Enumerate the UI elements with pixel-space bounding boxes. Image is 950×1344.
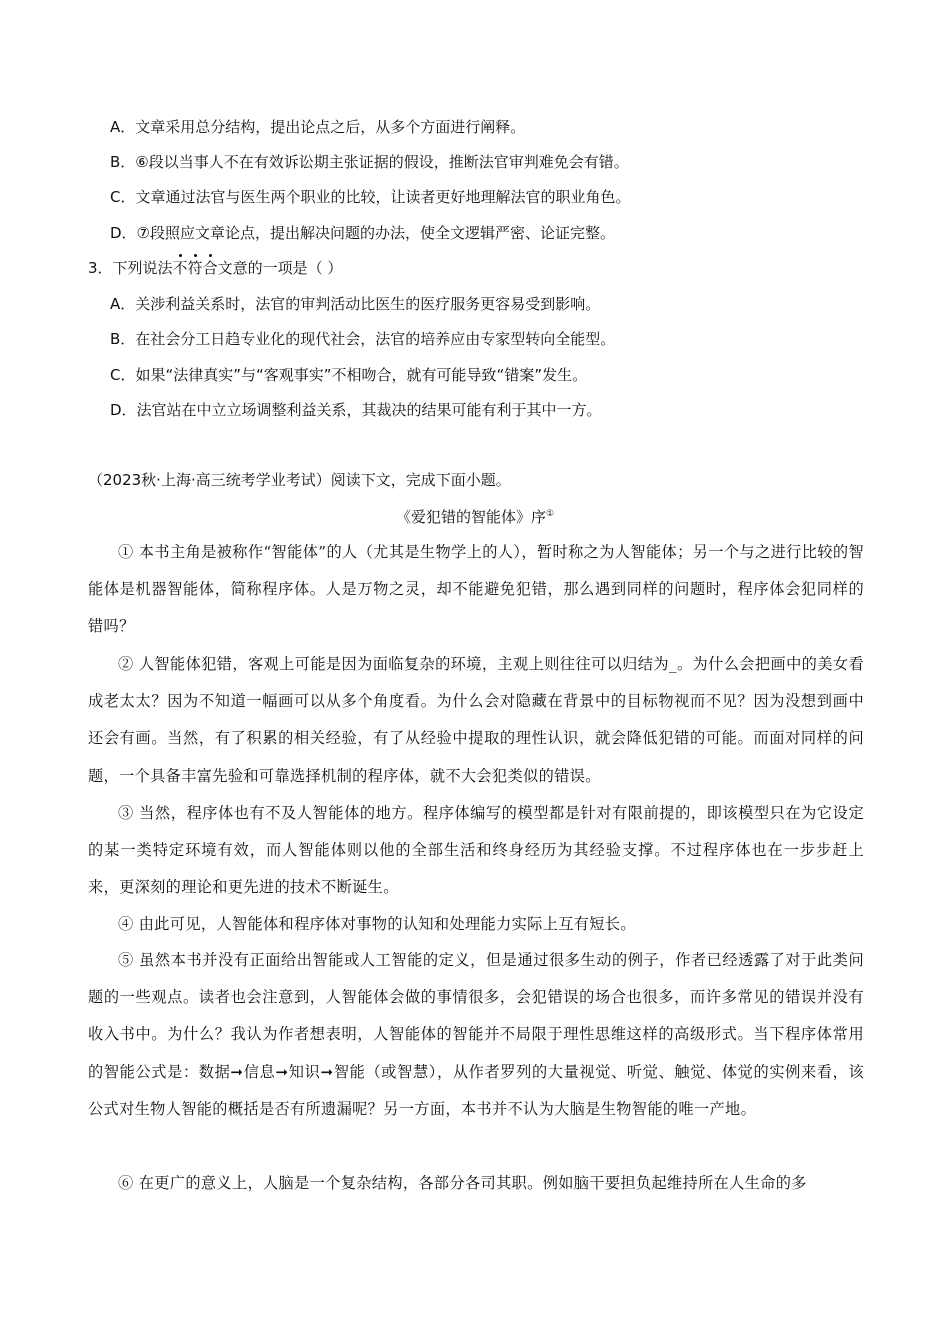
emphasis-char: 合 bbox=[202, 259, 218, 277]
paragraph-4: ④ 由此可见，人智能体和程序体对事物的认知和处理能力实际上互有短长。 bbox=[118, 915, 636, 933]
question-3 bbox=[88, 258, 342, 278]
paragraph-3: ③ 当然，程序体也有不及人智能体的地方。程序体编写的模型都是针对有限前提的，即该模型只在为它设定的某一类特定环境有效，而人智能体则以他的全部生活和终身经历为其经验支撑。不过程序体也在一步步赶上来，更深刻的理论和更先进的技术不断诞生。 bbox=[88, 804, 864, 897]
prev-option-b: B．⑥段以当事人不在有效诉讼期主张证据的假设，推断法官审判难免会有错。 bbox=[110, 153, 629, 171]
prev-option-c: C．文章通过法官与医生两个职业的比较，让读者更好地理解法官的职业角色。 bbox=[110, 188, 631, 206]
paragraph-5: ⑤ 虽然本书并没有正面给出智能或人工智能的定义，但是通过很多生动的例子，作者已经透露了对于此类问题的一些观点。读者也会注意到，人智能体会做的事情很多，会犯错误的场合也很多，而许多常见的错误并没有收入书中。为什么？我认为作者想表明，人智能体的智能并不局限于理性思维这样的高级形式。当下程序体常用的智能公式是：数据➞信息➞知识➞智能（或智慧），从作者罗列的大量视觉、听觉、触觉、体觉的实例来看，该公式对生物人智能的概括是否有所遗漏呢？另一方面，本书并不认为大脑是生物智能的唯一产地。 bbox=[88, 951, 864, 1118]
q3-option-a: A．关涉利益关系时，法官的审判活动比医生的医疗服务更容易受到影响。 bbox=[110, 295, 601, 313]
emphasis-char: 不 bbox=[172, 259, 188, 277]
paragraph-6: ⑥ 在更广的意义上，人脑是一个复杂结构，各部分各司其职。例如脑干要担负起维持所在人生命的多 bbox=[118, 1174, 807, 1192]
footnote-marker: ① bbox=[545, 509, 555, 519]
q3-option-b: B．在社会分工日趋专业化的现代社会，法官的培养应由专家型转向全能型。 bbox=[110, 330, 616, 348]
emphasis-char: 符 bbox=[187, 259, 203, 277]
prev-option-a: A．文章采用总分结构，提出论点之后，从多个方面进行阐释。 bbox=[110, 118, 526, 136]
q3-option-c: C．如果“法律真实”与“客观事实”不相吻合，就有可能导致“错案”发生。 bbox=[110, 366, 588, 384]
source-line: （2023秋·上海·高三统考学业考试）阅读下文，完成下面小题。 bbox=[88, 471, 511, 489]
question-3-suffix: 文意的一项是（ ） bbox=[217, 259, 343, 277]
article-title-text: 《爱犯错的智能体》序 bbox=[395, 508, 546, 526]
question-3-prefix: 3．下列说法 bbox=[88, 259, 173, 277]
prev-option-d: D．⑦段照应文章论点，提出解决问题的办法，使全文逻辑严密、论证完整。 bbox=[110, 224, 616, 242]
q3-option-d: D．法官站在中立立场调整利益关系，其裁决的结果可能有利于其中一方。 bbox=[110, 401, 602, 419]
paragraph-2: ② 人智能体犯错，客观上可能是因为面临复杂的环境，主观上则往往可以归结为_。为什么会把画中的美女看成老太太？因为不知道一幅画可以从多个角度看。为什么会对隐藏在背景中的目标物视而不见？因为没想到画中还会有画。当然，有了积累的相关经验，有了从经验中提取的理性认识，就会降低犯错的可能。而面对同样的问题，一个具备丰富先验和可靠选择机制的程序体，就不大会犯类似的错误。 bbox=[88, 655, 864, 785]
article-title bbox=[0, 504, 950, 527]
paragraph-1: ① 本书主角是被称作“智能体”的人（尤其是生物学上的人），暂时称之为人智能体；另一个与之进行比较的智能体是机器智能体，简称程序体。人是万物之灵，却不能避免犯错，那么遇到同样的问题时，程序体会犯同样的错吗？ bbox=[88, 543, 864, 636]
